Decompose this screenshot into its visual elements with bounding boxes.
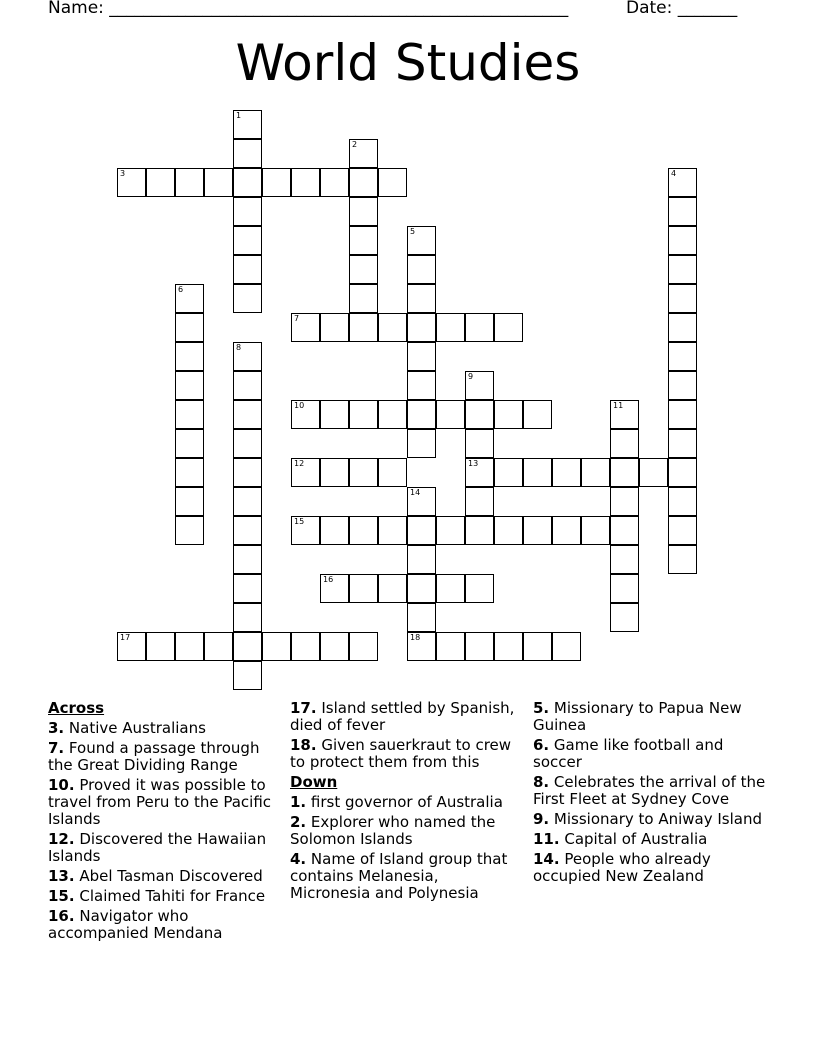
- grid-cell[interactable]: [378, 313, 407, 342]
- clues-column-3: [533, 700, 773, 888]
- grid-cell[interactable]: [291, 632, 320, 661]
- grid-cell[interactable]: [523, 516, 552, 545]
- cell-number: 16: [323, 575, 334, 584]
- grid-cell[interactable]: [610, 458, 639, 487]
- cell-number: 4: [671, 169, 677, 178]
- grid-cell[interactable]: [320, 313, 349, 342]
- clue-across-7: 7. Found a passage through the Great Dividing Range: [48, 739, 260, 774]
- clue-down-4: 4. Name of Island group that contains Melanesia, Micronesia and Polynesia: [290, 850, 508, 902]
- grid-cell[interactable]: [233, 197, 262, 226]
- clues-column-1: [48, 700, 280, 945]
- grid-cell[interactable]: [349, 516, 378, 545]
- grid-cell[interactable]: [668, 342, 697, 371]
- clue-down-1: 1. first governor of Australia: [290, 793, 503, 811]
- grid-cell[interactable]: [291, 516, 320, 545]
- grid-cell[interactable]: [378, 458, 407, 487]
- clue-across-15: 15. Claimed Tahiti for France: [48, 887, 266, 905]
- clue-across-3: 3. Native Australians: [48, 719, 206, 737]
- clue-down-14: 14. People who already occupied New Zealand: [533, 850, 711, 885]
- cell-number: 7: [294, 314, 300, 323]
- grid-cell[interactable]: [552, 516, 581, 545]
- grid-cell[interactable]: [175, 342, 204, 371]
- grid-cell[interactable]: [668, 255, 697, 284]
- grid-cell[interactable]: [117, 632, 146, 661]
- grid-cell[interactable]: [523, 458, 552, 487]
- cell-number: 9: [468, 372, 474, 381]
- clue-down-9: 9. Missionary to Aniway Island: [533, 810, 763, 828]
- grid-cell[interactable]: [233, 487, 262, 516]
- clue-down-6: 6. Game like football and soccer: [533, 736, 724, 771]
- grid-cell[interactable]: [233, 110, 262, 139]
- grid-cell[interactable]: [233, 632, 262, 661]
- clues-column-2: [290, 700, 522, 905]
- grid-cell[interactable]: [262, 168, 291, 197]
- grid-cell[interactable]: [349, 226, 378, 255]
- grid-cell[interactable]: [233, 661, 262, 690]
- grid-cell[interactable]: [175, 487, 204, 516]
- grid-cell[interactable]: [175, 458, 204, 487]
- grid-cell[interactable]: [668, 400, 697, 429]
- cell-number: 5: [410, 227, 416, 236]
- clue-across-16: 16. Navigator who accompanied Mendana: [48, 907, 223, 942]
- grid-cell[interactable]: [320, 168, 349, 197]
- cell-number: 6: [178, 285, 184, 294]
- grid-cell[interactable]: [407, 632, 436, 661]
- grid-cell[interactable]: [668, 226, 697, 255]
- grid-cell[interactable]: [552, 458, 581, 487]
- cell-number: 12: [294, 459, 305, 468]
- grid-cell[interactable]: [668, 371, 697, 400]
- grid-cell[interactable]: [349, 574, 378, 603]
- grid-cell[interactable]: [668, 545, 697, 574]
- grid-cell[interactable]: [291, 313, 320, 342]
- grid-cell[interactable]: [610, 516, 639, 545]
- clue-across-13: 13. Abel Tasman Discovered: [48, 867, 263, 885]
- grid-cell[interactable]: [175, 429, 204, 458]
- grid-cell[interactable]: [407, 313, 436, 342]
- grid-cell[interactable]: [146, 632, 175, 661]
- grid-cell[interactable]: [407, 342, 436, 371]
- cell-number: 2: [352, 140, 358, 149]
- grid-cell[interactable]: [523, 632, 552, 661]
- clue-across-10: 10. Proved it was possible to travel from Peru to the Pacific Islands: [48, 776, 272, 828]
- grid-cell[interactable]: [233, 139, 262, 168]
- grid-cell[interactable]: [407, 603, 436, 632]
- grid-cell[interactable]: [233, 371, 262, 400]
- grid-cell[interactable]: [436, 574, 465, 603]
- grid-cell[interactable]: [320, 516, 349, 545]
- grid-cell[interactable]: [494, 400, 523, 429]
- down-heading: Down: [290, 773, 338, 791]
- grid-cell[interactable]: [465, 371, 494, 400]
- grid-cell[interactable]: [436, 313, 465, 342]
- grid-cell[interactable]: [291, 458, 320, 487]
- grid-cell[interactable]: [175, 632, 204, 661]
- grid-cell[interactable]: [465, 516, 494, 545]
- cell-number: 14: [410, 488, 421, 497]
- grid-cell[interactable]: [291, 168, 320, 197]
- grid-cell[interactable]: [349, 255, 378, 284]
- grid-cell[interactable]: [407, 284, 436, 313]
- grid-cell[interactable]: [378, 516, 407, 545]
- grid-cell[interactable]: [639, 458, 668, 487]
- grid-cell[interactable]: [233, 284, 262, 313]
- grid-cell[interactable]: [175, 371, 204, 400]
- grid-cell[interactable]: [610, 545, 639, 574]
- grid-cell[interactable]: [407, 516, 436, 545]
- grid-cell[interactable]: [610, 487, 639, 516]
- grid-cell[interactable]: [320, 632, 349, 661]
- grid-cell[interactable]: [668, 313, 697, 342]
- grid-cell[interactable]: [407, 545, 436, 574]
- cell-number: 8: [236, 343, 242, 352]
- clue-down-5: 5. Missionary to Papua New Guinea: [533, 699, 742, 734]
- grid-cell[interactable]: [349, 632, 378, 661]
- grid-cell[interactable]: [494, 632, 523, 661]
- clue-down-8: 8. Celebrates the arrival of the First Fleet at Sydney Cove: [533, 773, 766, 808]
- grid-cell[interactable]: [494, 313, 523, 342]
- across-heading: Across: [48, 699, 105, 717]
- grid-cell[interactable]: [668, 168, 697, 197]
- grid-cell[interactable]: [581, 516, 610, 545]
- grid-cell[interactable]: [407, 255, 436, 284]
- grid-cell[interactable]: [494, 516, 523, 545]
- grid-cell[interactable]: [436, 632, 465, 661]
- grid-cell[interactable]: [175, 284, 204, 313]
- grid-cell[interactable]: [233, 400, 262, 429]
- grid-cell[interactable]: [552, 632, 581, 661]
- grid-cell[interactable]: [407, 487, 436, 516]
- grid-cell[interactable]: [262, 632, 291, 661]
- grid-cell[interactable]: [320, 400, 349, 429]
- grid-cell[interactable]: [233, 342, 262, 371]
- cell-number: 15: [294, 517, 305, 526]
- grid-cell[interactable]: [117, 168, 146, 197]
- grid-cell[interactable]: [407, 574, 436, 603]
- grid-cell[interactable]: [349, 458, 378, 487]
- date-field-label: Date: _______: [626, 0, 738, 18]
- grid-cell[interactable]: [233, 603, 262, 632]
- grid-cell[interactable]: [233, 516, 262, 545]
- grid-cell[interactable]: [436, 400, 465, 429]
- grid-cell[interactable]: [233, 429, 262, 458]
- grid-cell[interactable]: [291, 400, 320, 429]
- grid-cell[interactable]: [175, 400, 204, 429]
- clue-down-2: 2. Explorer who named the Solomon Islands: [290, 813, 496, 848]
- grid-cell[interactable]: [407, 429, 436, 458]
- grid-cell[interactable]: [320, 458, 349, 487]
- grid-cell[interactable]: [465, 429, 494, 458]
- grid-cell[interactable]: [436, 516, 465, 545]
- grid-cell[interactable]: [175, 168, 204, 197]
- cell-number: 1: [236, 111, 242, 120]
- grid-cell[interactable]: [465, 313, 494, 342]
- grid-cell[interactable]: [523, 400, 552, 429]
- grid-cell[interactable]: [610, 603, 639, 632]
- grid-cell[interactable]: [610, 400, 639, 429]
- page-title: World Studies: [235, 34, 581, 92]
- grid-cell[interactable]: [465, 574, 494, 603]
- grid-cell[interactable]: [320, 574, 349, 603]
- grid-cell[interactable]: [465, 458, 494, 487]
- grid-cell[interactable]: [407, 371, 436, 400]
- cell-number: 17: [120, 633, 131, 642]
- grid-cell[interactable]: [465, 400, 494, 429]
- grid-cell[interactable]: [175, 313, 204, 342]
- grid-cell[interactable]: [204, 632, 233, 661]
- clue-down-11: 11. Capital of Australia: [533, 830, 708, 848]
- name-field-label: Name: ______________________________________________________: [48, 0, 569, 18]
- grid-cell[interactable]: [668, 429, 697, 458]
- clue-across-18: 18. Given sauerkraut to crew to protect them from this: [290, 736, 512, 771]
- cell-number: 10: [294, 401, 305, 410]
- grid-cell[interactable]: [233, 458, 262, 487]
- grid-cell[interactable]: [668, 197, 697, 226]
- grid-cell[interactable]: [378, 168, 407, 197]
- clue-across-12: 12. Discovered the Hawaiian Islands: [48, 830, 267, 865]
- grid-cell[interactable]: [204, 168, 233, 197]
- grid-cell[interactable]: [581, 458, 610, 487]
- grid-cell[interactable]: [668, 487, 697, 516]
- grid-cell[interactable]: [233, 226, 262, 255]
- cell-number: 18: [410, 633, 421, 642]
- grid-cell[interactable]: [146, 168, 175, 197]
- cell-number: 3: [120, 169, 126, 178]
- grid-cell[interactable]: [349, 400, 378, 429]
- grid-cell[interactable]: [233, 574, 262, 603]
- grid-cell[interactable]: [175, 516, 204, 545]
- grid-cell[interactable]: [349, 197, 378, 226]
- grid-cell[interactable]: [349, 139, 378, 168]
- grid-cell[interactable]: [378, 574, 407, 603]
- grid-cell[interactable]: [610, 574, 639, 603]
- grid-cell[interactable]: [668, 458, 697, 487]
- grid-cell[interactable]: [233, 545, 262, 574]
- cell-number: 13: [468, 459, 479, 468]
- grid-cell[interactable]: [668, 516, 697, 545]
- grid-cell[interactable]: [233, 255, 262, 284]
- grid-cell[interactable]: [668, 284, 697, 313]
- grid-cell[interactable]: [349, 313, 378, 342]
- grid-cell[interactable]: [465, 487, 494, 516]
- grid-cell[interactable]: [233, 168, 262, 197]
- grid-cell[interactable]: [349, 168, 378, 197]
- grid-cell[interactable]: [407, 400, 436, 429]
- cell-number: 11: [613, 401, 624, 410]
- grid-cell[interactable]: [465, 632, 494, 661]
- grid-cell[interactable]: [610, 429, 639, 458]
- grid-cell[interactable]: [349, 284, 378, 313]
- grid-cell[interactable]: [407, 226, 436, 255]
- clue-across-17: 17. Island settled by Spanish, died of fever: [290, 699, 515, 734]
- grid-cell[interactable]: [494, 458, 523, 487]
- grid-cell[interactable]: [378, 400, 407, 429]
